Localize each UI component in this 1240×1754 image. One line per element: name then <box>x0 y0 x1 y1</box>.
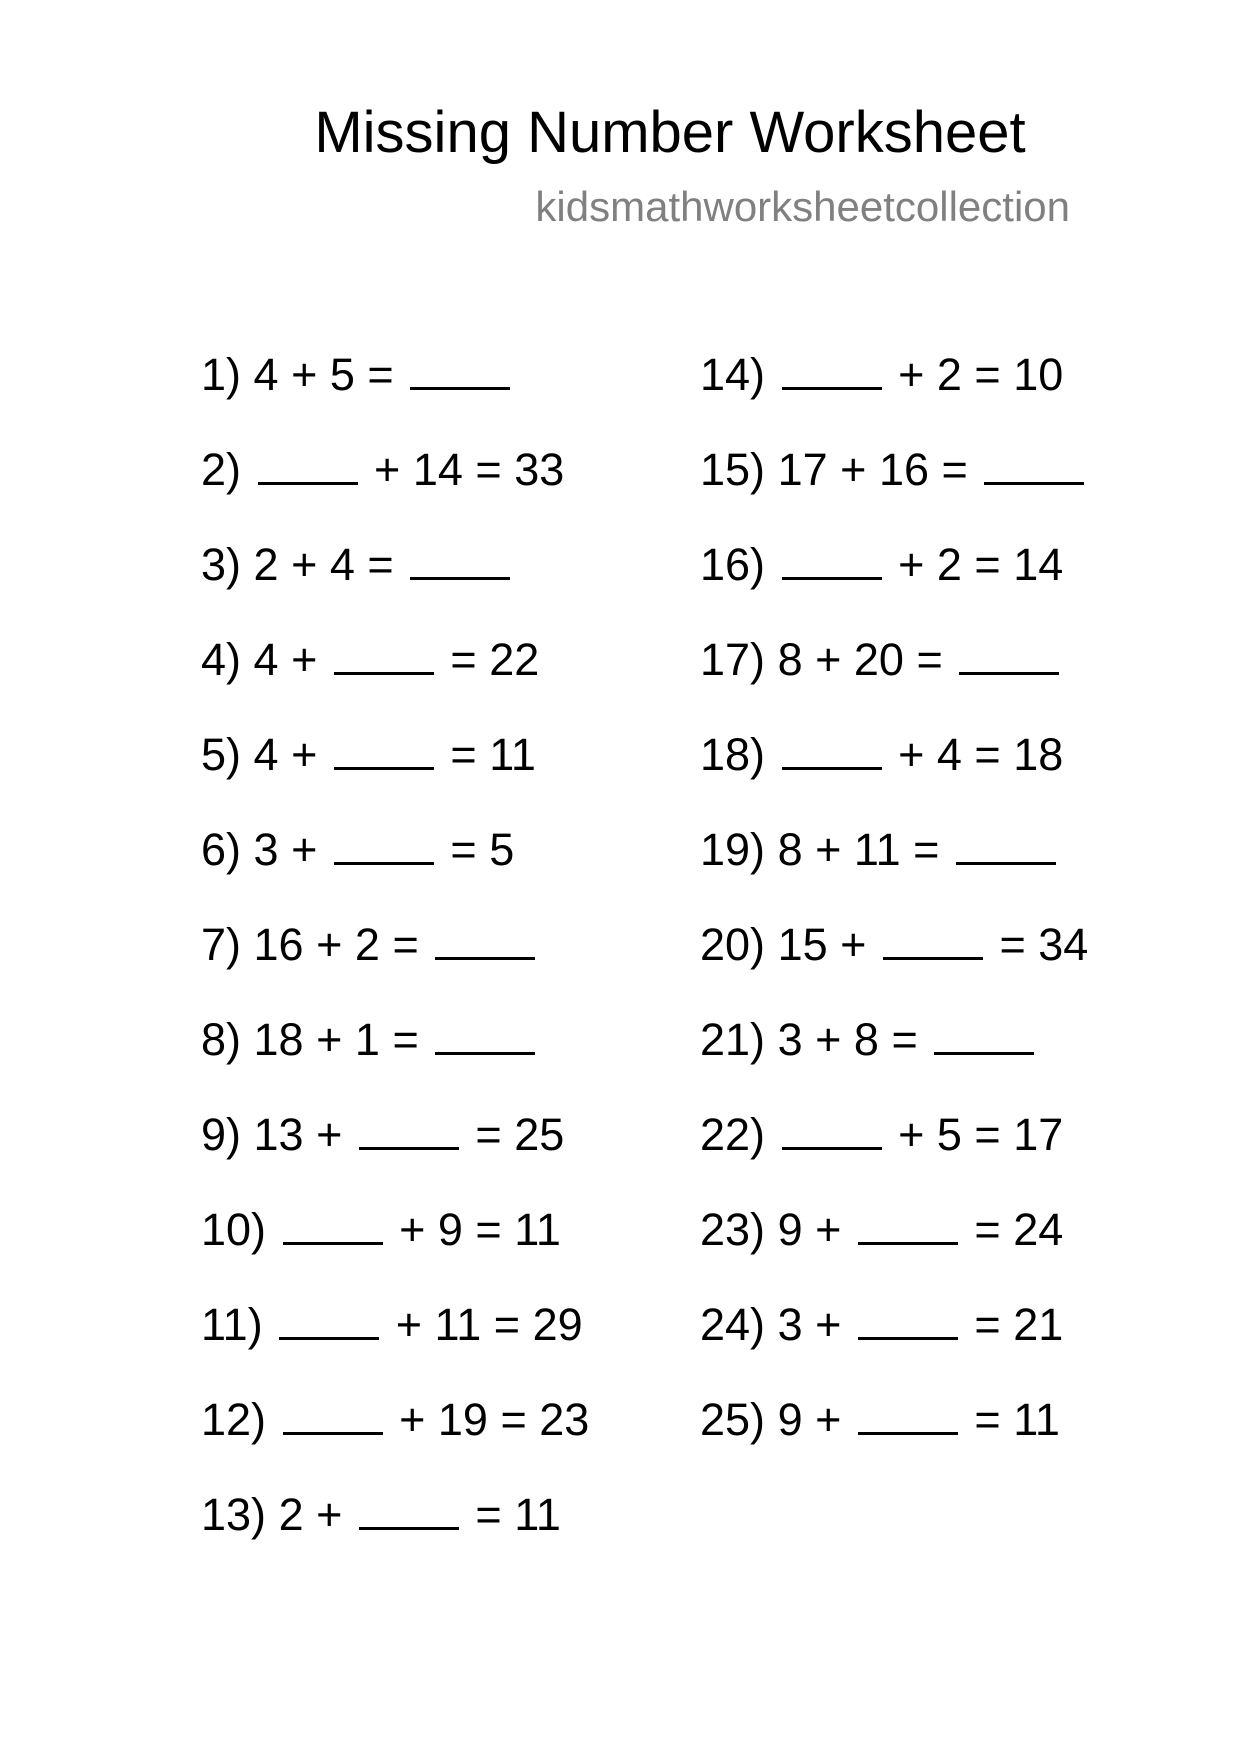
problem-number: 23) <box>700 1204 766 1255</box>
answer-blank[interactable] <box>410 347 510 390</box>
equals-sign: = <box>367 349 394 400</box>
problem-number: 24) <box>700 1299 766 1350</box>
problem-number: 16) <box>700 539 766 590</box>
operand-a: 18 <box>253 1014 304 1065</box>
operand-b: 19 <box>437 1394 488 1445</box>
equals-sign: = <box>475 444 502 495</box>
equals-sign: = <box>974 349 1001 400</box>
answer-blank[interactable] <box>334 727 434 770</box>
operand-b: 2 <box>354 919 380 970</box>
answer-blank[interactable] <box>435 917 535 960</box>
equals-sign: = <box>913 824 940 875</box>
operand-a: 3 <box>777 1014 803 1065</box>
plus-sign: + <box>898 1109 925 1160</box>
equals-sign: = <box>916 634 943 685</box>
problem-number: 8) <box>201 1014 242 1065</box>
problem-item <box>201 440 589 535</box>
operand-a: 2 <box>278 1489 304 1540</box>
result: 22 <box>489 634 540 685</box>
answer-blank[interactable] <box>883 917 983 960</box>
worksheet-title: Missing Number Worksheet <box>314 100 1026 165</box>
plus-sign: + <box>291 634 318 685</box>
problem-item <box>700 630 1088 725</box>
plus-sign: + <box>316 1109 343 1160</box>
operand-b: 2 <box>936 539 962 590</box>
plus-sign: + <box>316 1489 343 1540</box>
answer-blank[interactable] <box>782 1107 882 1150</box>
plus-sign: + <box>399 1204 426 1255</box>
operand-a: 8 <box>777 824 803 875</box>
answer-blank[interactable] <box>782 537 882 580</box>
equals-sign: = <box>475 1204 502 1255</box>
result: 11 <box>514 1489 561 1540</box>
result: 25 <box>514 1109 565 1160</box>
problem-number: 25) <box>700 1394 766 1445</box>
operand-b: 16 <box>878 444 929 495</box>
problem-item <box>201 1200 589 1295</box>
plus-sign: + <box>399 1394 426 1445</box>
problem-number: 21) <box>700 1014 766 1065</box>
operand-a: 9 <box>777 1394 803 1445</box>
worksheet-subtitle: kidsmathworksheetcollection <box>535 183 1070 230</box>
answer-blank[interactable] <box>782 727 882 770</box>
answer-blank[interactable] <box>858 1392 958 1435</box>
operand-a: 17 <box>777 444 828 495</box>
answer-blank[interactable] <box>283 1392 383 1435</box>
result: 11 <box>1013 1394 1060 1445</box>
problem-number: 14) <box>700 349 766 400</box>
plus-sign: + <box>291 539 318 590</box>
plus-sign: + <box>840 919 867 970</box>
answer-blank[interactable] <box>283 1202 383 1245</box>
operand-b: 9 <box>437 1204 463 1255</box>
plus-sign: + <box>291 729 318 780</box>
result: 18 <box>1013 729 1064 780</box>
problem-item <box>201 1010 589 1105</box>
problem-item <box>201 345 589 440</box>
problem-item <box>700 1295 1088 1390</box>
equals-sign: = <box>450 824 477 875</box>
result: 17 <box>1013 1109 1064 1160</box>
problem-item <box>201 915 589 1010</box>
problem-item <box>201 725 589 820</box>
answer-blank[interactable] <box>984 442 1084 485</box>
operand-a: 8 <box>777 634 803 685</box>
equals-sign: = <box>974 539 1001 590</box>
problem-number: 9) <box>201 1109 242 1160</box>
problem-number: 2) <box>201 444 242 495</box>
operand-b: 20 <box>853 634 904 685</box>
problem-item <box>700 1390 1088 1485</box>
operand-a: 3 <box>777 1299 803 1350</box>
operand-b: 14 <box>412 444 463 495</box>
problem-number: 12) <box>201 1394 267 1445</box>
answer-blank[interactable] <box>279 1297 379 1340</box>
operand-b: 5 <box>329 349 355 400</box>
answer-blank[interactable] <box>410 537 510 580</box>
problem-item <box>201 820 589 915</box>
equals-sign: = <box>974 1299 1001 1350</box>
problem-number: 18) <box>700 729 766 780</box>
equals-sign: = <box>450 729 477 780</box>
result: 33 <box>514 444 565 495</box>
problem-number: 20) <box>700 919 766 970</box>
operand-a: 15 <box>777 919 828 970</box>
operand-a: 2 <box>253 539 279 590</box>
operand-a: 4 <box>253 634 279 685</box>
plus-sign: + <box>316 1014 343 1065</box>
equals-sign: = <box>500 1394 527 1445</box>
operand-b: 4 <box>329 539 355 590</box>
equals-sign: = <box>891 1014 918 1065</box>
plus-sign: + <box>815 1204 842 1255</box>
problem-number: 7) <box>201 919 242 970</box>
operand-b: 1 <box>354 1014 380 1065</box>
plus-sign: + <box>898 729 925 780</box>
problem-item <box>201 1390 589 1485</box>
equals-sign: = <box>974 729 1001 780</box>
equals-sign: = <box>974 1204 1001 1255</box>
equals-sign: = <box>392 1014 419 1065</box>
problem-number: 19) <box>700 824 766 875</box>
equals-sign: = <box>999 919 1026 970</box>
answer-blank[interactable] <box>359 1487 459 1530</box>
equals-sign: = <box>493 1299 521 1350</box>
answer-blank[interactable] <box>858 1297 958 1340</box>
operand-a: 13 <box>253 1109 304 1160</box>
plus-sign: + <box>898 539 925 590</box>
operand-b: 11 <box>853 824 901 875</box>
equals-sign: = <box>941 444 968 495</box>
problem-item <box>201 630 589 725</box>
operand-a: 4 <box>253 349 279 400</box>
problem-item <box>700 1105 1088 1200</box>
result: 10 <box>1013 349 1064 400</box>
result: 11 <box>489 729 536 780</box>
problem-item <box>700 1010 1088 1105</box>
problem-number: 15) <box>700 444 766 495</box>
result: 5 <box>489 824 515 875</box>
problem-number: 4) <box>201 634 242 685</box>
problem-column-right <box>700 345 1088 1485</box>
problem-number: 10) <box>201 1204 267 1255</box>
problem-item <box>700 535 1088 630</box>
operand-a: 4 <box>253 729 279 780</box>
result: 23 <box>539 1394 590 1445</box>
answer-blank[interactable] <box>435 1012 535 1055</box>
plus-sign: + <box>316 919 343 970</box>
answer-blank[interactable] <box>858 1202 958 1245</box>
plus-sign: + <box>815 1299 842 1350</box>
problem-number: 6) <box>201 824 242 875</box>
problem-item <box>201 1295 589 1390</box>
problem-number: 11) <box>201 1299 263 1350</box>
operand-a: 16 <box>253 919 304 970</box>
result: 11 <box>514 1204 561 1255</box>
equals-sign: = <box>450 634 477 685</box>
result: 14 <box>1013 539 1064 590</box>
problem-item <box>700 915 1088 1010</box>
answer-blank[interactable] <box>334 632 434 675</box>
problem-item <box>700 345 1088 440</box>
plus-sign: + <box>395 1299 423 1350</box>
operand-b: 11 <box>434 1299 482 1350</box>
problem-number: 5) <box>201 729 242 780</box>
equals-sign: = <box>974 1109 1001 1160</box>
problem-column-left <box>201 345 589 1580</box>
answer-blank[interactable] <box>782 347 882 390</box>
answer-blank[interactable] <box>334 822 434 865</box>
equals-sign: = <box>475 1489 502 1540</box>
plus-sign: + <box>840 444 867 495</box>
operand-a: 9 <box>777 1204 803 1255</box>
equals-sign: = <box>392 919 419 970</box>
problem-item <box>700 1200 1088 1295</box>
problem-number: 3) <box>201 539 242 590</box>
operand-b: 5 <box>936 1109 962 1160</box>
operand-b: 8 <box>853 1014 879 1065</box>
answer-blank[interactable] <box>258 442 358 485</box>
problem-item <box>700 725 1088 820</box>
equals-sign: = <box>475 1109 502 1160</box>
result: 29 <box>532 1299 583 1350</box>
operand-a: 3 <box>253 824 279 875</box>
problem-item <box>700 440 1088 535</box>
plus-sign: + <box>815 1394 842 1445</box>
equals-sign: = <box>974 1394 1001 1445</box>
equals-sign: = <box>367 539 394 590</box>
operand-b: 4 <box>936 729 962 780</box>
answer-blank[interactable] <box>359 1107 459 1150</box>
answer-blank[interactable] <box>959 632 1059 675</box>
plus-sign: + <box>291 349 318 400</box>
plus-sign: + <box>898 349 925 400</box>
plus-sign: + <box>815 824 842 875</box>
answer-blank[interactable] <box>934 1012 1034 1055</box>
problem-number: 22) <box>700 1109 766 1160</box>
problem-item <box>201 1105 589 1200</box>
problem-number: 17) <box>700 634 766 685</box>
problem-number: 13) <box>201 1489 267 1540</box>
plus-sign: + <box>815 1014 842 1065</box>
result: 24 <box>1013 1204 1064 1255</box>
problem-number: 1) <box>201 349 242 400</box>
problem-item <box>201 1485 589 1580</box>
answer-blank[interactable] <box>956 822 1056 865</box>
plus-sign: + <box>374 444 401 495</box>
problem-item <box>201 535 589 630</box>
result: 34 <box>1038 919 1089 970</box>
plus-sign: + <box>291 824 318 875</box>
result: 21 <box>1013 1299 1064 1350</box>
operand-b: 2 <box>936 349 962 400</box>
plus-sign: + <box>815 634 842 685</box>
problem-item <box>700 820 1088 915</box>
